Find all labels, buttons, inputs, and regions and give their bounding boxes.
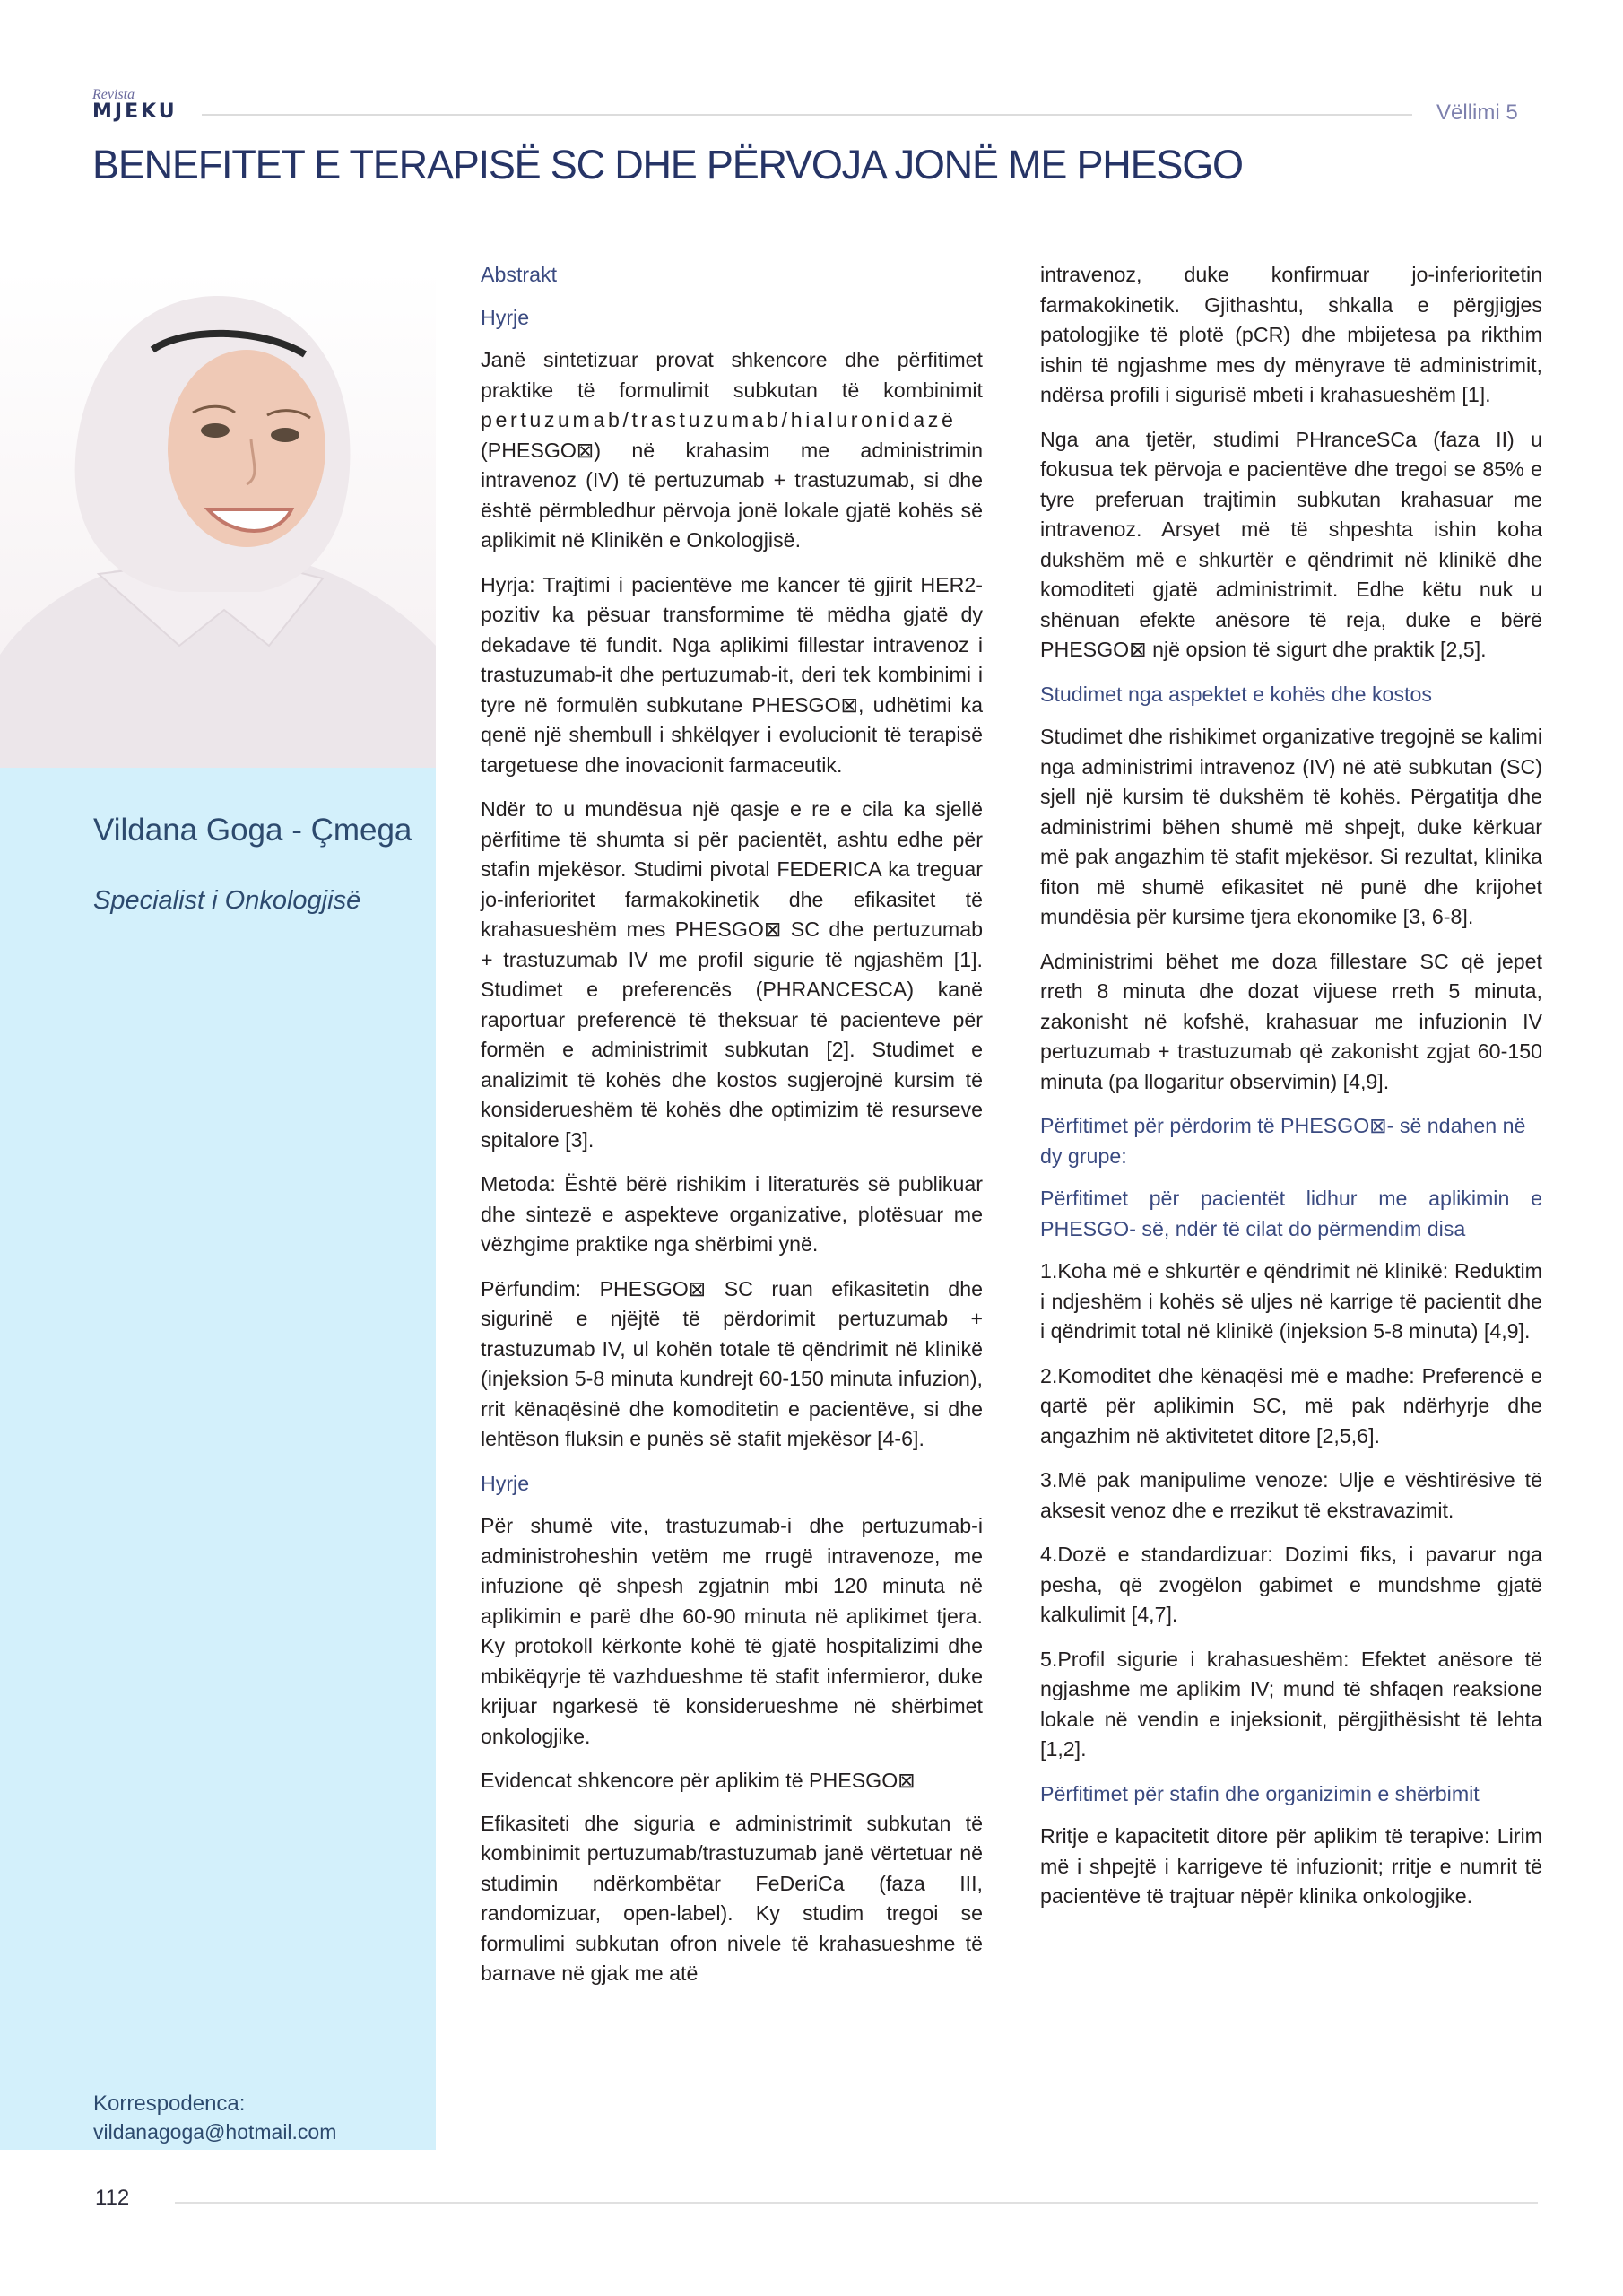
paragraph-intravenoz: intravenoz, duke konfirmuar jo-inferioritetin farmakokinetik. Gjithashtu, shkalla e përgjigjes patologjike të plotë (pCR) dhe mbijetesa pa rikthim ishin të ngjashme mes dy mënyrave të administrimit, ndërsa profili i sigurisë mbeti i krahasueshëm [1]. xyxy=(1040,263,1542,406)
article-title: BENEFITET E TERAPISË SC DHE PËRVOJA JONË ME PHESGO xyxy=(92,142,1243,187)
paragraph-phrancesca: Nga ana tjetër, studimi PHranceSCa (faza II) u fokusua tek përvoja e pacientëve dhe tregoi se 85% e tyre preferuan trajtimin subkutan krahasuar me intravenoz. Arsyet më të shpeshta ishin koha dukshëm më e shkurtër e qëndrimit në klinikë dhe komoditeti gjatë administrimit. Edhe këtu nuk u shënuan efekte anësore të reja, duke e bërë PHESGO⊠ një opsion të sigurt dhe praktik [2,5]. xyxy=(1040,427,1542,661)
paragraph-metoda: Metoda: Është bërë rishikim i literaturës së publikuar dhe sintezë e aspekteve organizative, plotësuar me vëzhgime praktike nga shërbimi ynë. xyxy=(481,1172,983,1256)
heading-hyrje: Hyrje xyxy=(481,305,530,329)
right-column xyxy=(1040,260,1542,1926)
author-panel xyxy=(0,768,436,2150)
footer-divider xyxy=(175,2202,1538,2204)
benefit-item-1: 1.Koha më e shkurtër e qëndrimit në klinikë: Reduktim i ndjeshëm i kohës së uljes në karrige të pacientit dhe i qëndrimit total në klinikë (injeksion 5-8 minuta) [4,9]. xyxy=(1040,1259,1542,1343)
paragraph-efikasiteti: Efikasiteti dhe siguria e administrimit subkutan të kombinimit pertuzumab/trastuzumab janë vërtetuar në studimin ndërkombëtar FeDeriCa (faza III, randomizuar, open-label). Ky studim tregoi se formulimi subkutan ofron nivele të krahasueshme të barnave në gjak me atë xyxy=(481,1811,983,1985)
heading-abstract: Abstrakt xyxy=(481,263,558,286)
heading-perfitimet: Përfitimet për përdorim të PHESGO⊠- së ndahen në dy grupe: xyxy=(1040,1114,1526,1168)
paragraph-studimet: Studimet dhe rishikimet organizative tregojnë se kalimi nga administrimi intravenoz (IV) në atë subkutan (SC) sjell një kursim të dukshëm të kohës. Përgatitja dhe administrimi bëhen shumë më shpejt, duke kërkuar më pak angazhim të stafit mjekësor. Si rezultat, klinika fiton më shumë efikasitet në punë dhe krijohet mundësia për kursime tjera ekonomike [3, 6-8]. xyxy=(1040,725,1542,928)
benefit-item-2: 2.Komoditet dhe kënaqësi më e madhe: Preferencë e qartë për aplikimin SC, më pak ndërhyrje dhe angazhim në aktivitetet ditore [2,5,6]. xyxy=(1040,1363,1542,1448)
paragraph-nder-to: Ndër to u mundësua një qasje e re e cila ka sjellë përfitime të shumta si për pacientët, ashtu edhe për stafin mjekësor. Studimi pivotal FEDERICA ka treguar jo-inferioritet farmakokinetik dhe efikasitet të krahasueshëm mes PHESGO⊠ SC dhe pertuzumab + trastuzumab IV me profil sigurie të ngjashëm [1]. Studimet e preferencës (PHRANCESCA) kanë raportuar preferencë të theksuar të pacienteve për formën e administrimit subkutan [2]. Studimet e analizimit të kohës dhe kostos sugjerojnë kursim të konsiderueshëm të kohës dhe optimizim të resurseve spitalore [3]. xyxy=(481,797,983,1152)
abstract-text-c: (PHESGO⊠) në krahasim me administrimin intravenoz (IV) të pertuzumab + trastuzumab, si dhe është përmbledhur përvoja jonë lokale gjatë kohës së aplikimit në Klinikën e Onkologjisë. xyxy=(481,438,983,552)
heading-hyrje-2: Hyrje xyxy=(481,1471,530,1495)
correspondence-email[interactable]: vildanagoga@hotmail.com xyxy=(93,2120,337,2144)
correspondence-label: Korrespodenca: xyxy=(93,2092,246,2116)
paragraph-perfundim: Përfundim: PHESGO⊠ SC ruan efikasitetin dhe sigurinë e njëjtë të përdorimit pertuzumab + trastuzumab IV, ul kohën totale të qëndrimit në klinikë (injeksion 5-8 minuta kundrejt 60-150 minuta infuzion), rrit kënaqësinë dhe komoditetin e pacientëve, si dhe lehtëson fluksin e punës së stafit mjekësor [4-6]. xyxy=(481,1276,983,1450)
heading-studimet-kohe-kosto: Studimet nga aspektet e kohës dhe kostos xyxy=(1040,682,1432,706)
middle-column xyxy=(481,260,983,2004)
portrait-illustration xyxy=(0,269,436,768)
paragraph-rritje: Rritje e kapacitetit ditore për aplikim të terapive: Lirim më i shpejtë i karrigeve të infuzionit; rritje e numrit të pacientëve të trajtuar nëpër klinika onkologjike. xyxy=(1040,1824,1542,1908)
benefit-item-4: 4.Dozë e standardizuar: Dozimi fiks, i pavarur nga pesha, që zvogëlon gabimet e mundshme gjatë kalkulimit [4,7]. xyxy=(1040,1543,1542,1626)
journal-logo xyxy=(92,88,178,122)
page-number: 112 xyxy=(95,2186,130,2210)
header-divider xyxy=(202,114,1412,116)
abstract-text-b: pertuzumab/trastuzumab/hialuronidazë xyxy=(481,408,957,431)
heading-perfitimet-stafi: Përfitimet për stafin dhe organizimin e shërbimit xyxy=(1040,1781,1480,1805)
heading-evidencat: Evidencat shkencore për aplikim të PHESGO⊠ xyxy=(481,1769,916,1792)
logo-mjeku: MJEKU xyxy=(92,100,178,123)
benefit-item-5: 5.Profil sigurie i krahasueshëm: Efektet anësore të ngjashme me aplikim IV; mund të shfaqen reaksione lokale në vendin e injeksionit, përgjithësisht të lehta [1,2]. xyxy=(1040,1647,1542,1761)
author-role: Specialist i Onkologjisë xyxy=(93,886,361,915)
abstract-paragraph xyxy=(481,345,983,556)
benefit-item-3: 3.Më pak manipulime venoze: Ulje e vështirësive të aksesit venoz dhe e rrezikut të ekstravazimit. xyxy=(1040,1468,1542,1522)
paragraph-administrimi: Administrimi bëhet me doza fillestare SC që jepet rreth 8 minuta dhe dozat vijuese rreth 5 minuta, zakonisht në kofshë, krahasuar me infuzionin IV pertuzumab + trastuzumab që zakonisht zgjat 60-150 minuta (pa llogaritur observimin) [4,9]. xyxy=(1040,949,1542,1093)
heading-perfitimet-pacientet: Përfitimet për pacientët lidhur me aplikimin e PHESGO- së, ndër të cilat do përmendim disa xyxy=(1040,1187,1542,1240)
paragraph-per-shume-vite: Për shumë vite, trastuzumab-i dhe pertuzumab-i administroheshin vetëm me rrugë intravenoze, me infuzione që shpesh zgjatnin mbi 120 minuta në aplikimin e parë dhe 60-90 minuta në aplikimet tjera. Ky protokoll kërkonte kohë të gjatë hospitalizimi dhe mbikëqyrje të vazhdueshme të stafit infermieror, duke krijuar ngarkesë të konsiderueshme në shërbimet onkologjike. xyxy=(481,1514,983,1748)
volume-label: Vëllimi 5 xyxy=(1436,100,1518,125)
author-name: Vildana Goga - Çmega xyxy=(93,813,412,848)
logo-revista: Revista xyxy=(92,87,135,102)
abstract-text-a: Janë sintetizuar provat shkencore dhe përfitimet praktike të formulimit subkutan të kombinimit xyxy=(481,348,983,402)
paragraph-hyrja: Hyrja: Trajtimi i pacientëve me kancer të gjirit HER2-pozitiv ka pësuar transformime të mëdha gjatë dy dekadave të fundit. Nga aplikimi fillestar intravenoz i trastuzumab-it dhe pertuzumab-it, deri tek kombinimi i tyre në formulën subkutane PHESGO⊠, udhëtimi ka qenë një shembull i shkëlqyer i evolucionit të terapisë targetuese dhe inovacionit farmaceutik. xyxy=(481,572,983,777)
author-photo xyxy=(0,269,436,768)
